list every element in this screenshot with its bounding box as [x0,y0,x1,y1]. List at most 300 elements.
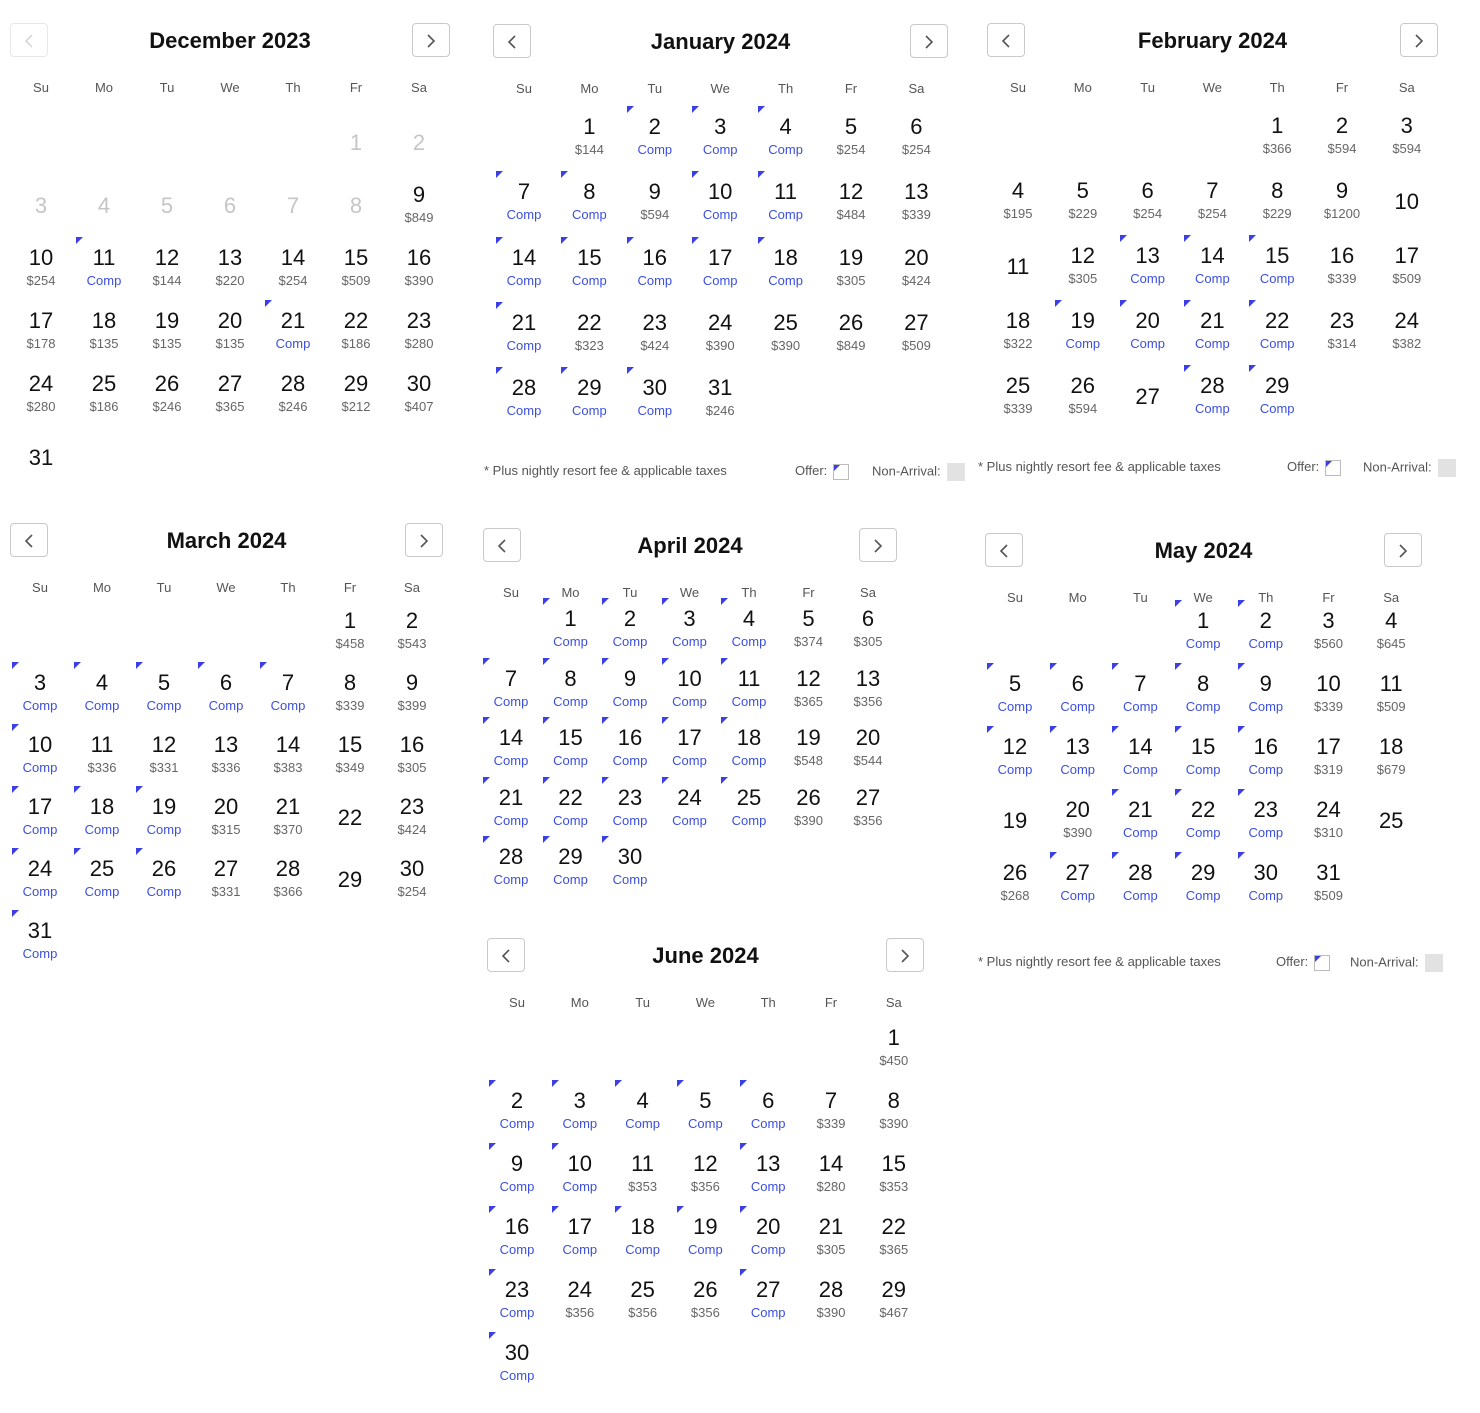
day-cell[interactable] [613,1206,673,1264]
day-cell[interactable] [196,662,256,720]
day-grid [493,24,948,516]
day-cell[interactable] [864,1143,924,1201]
day-cell[interactable] [1173,663,1233,721]
day-number: 25 [736,784,762,810]
day-number: 16 [406,245,432,270]
day-cell[interactable] [1377,170,1437,228]
day-cell[interactable] [1247,365,1307,423]
day-cell[interactable] [1173,726,1233,784]
day-cell[interactable] [320,786,380,844]
day-cell[interactable] [481,717,541,775]
offer-flag-icon [543,777,550,784]
day-price: $339 [816,1116,846,1131]
day-cell[interactable] [559,302,619,360]
day-cell[interactable] [756,237,816,295]
day-price: $322 [1003,336,1033,351]
day-cell[interactable] [1173,600,1233,658]
day-cell[interactable] [1361,726,1421,784]
day-number: 24 [1316,797,1341,822]
day-cell[interactable] [550,1143,610,1201]
day-cell[interactable] [1312,105,1372,163]
day-cell[interactable] [675,1206,735,1264]
day-cell[interactable] [1053,300,1113,358]
day-cell[interactable] [134,662,194,720]
offer-flag-icon [1249,300,1256,307]
day-number: 4 [1011,178,1025,203]
day-cell[interactable] [1048,663,1108,721]
day-cell[interactable] [801,1269,861,1327]
day-cell[interactable] [985,726,1045,784]
day-cell[interactable] [320,662,380,720]
day-cell[interactable] [11,426,71,484]
day-cell[interactable] [10,910,70,968]
day-cell[interactable] [600,777,660,835]
day-cell[interactable] [481,836,541,894]
day-cell[interactable] [200,237,260,295]
day-cell[interactable] [985,852,1045,910]
day-cell[interactable] [600,658,660,716]
day-cell[interactable] [10,662,70,720]
day-cell[interactable] [541,598,601,656]
day-price: $305 [1068,271,1098,286]
day-cell[interactable] [137,237,197,295]
comp-label: Comp [208,698,244,713]
day-cell[interactable] [600,598,660,656]
comp-label: Comp [750,1179,786,1194]
day-cell[interactable] [258,662,318,720]
day-cell[interactable] [988,365,1048,423]
day-cell[interactable] [600,717,660,775]
day-cell[interactable] [1118,365,1178,423]
day-number: 1 [343,608,357,633]
day-cell[interactable] [779,598,839,656]
month-calendar [10,523,443,990]
day-cell[interactable] [625,171,685,229]
day-cell[interactable] [134,848,194,906]
day-cell[interactable] [541,658,601,716]
day-cell[interactable] [494,367,554,425]
day-cell[interactable] [487,1269,547,1327]
day-cell[interactable] [756,171,816,229]
day-cell[interactable] [719,658,779,716]
day-number: 31 [707,375,733,401]
day-cell[interactable] [1053,365,1113,423]
weekday-label: Tu [1133,590,1148,605]
day-cell[interactable] [72,662,132,720]
day-number: 6 [219,670,233,695]
day-cell[interactable] [660,717,720,775]
day-cell[interactable] [320,600,380,658]
day-cell[interactable] [886,237,946,295]
day-cell[interactable] [1182,365,1242,423]
day-cell[interactable] [1299,600,1359,658]
day-cell[interactable] [541,717,601,775]
day-cell[interactable] [1299,726,1359,784]
day-number: 20 [217,308,243,333]
day-number: 8 [343,670,357,695]
day-number: 22 [1264,308,1290,333]
day-cell[interactable] [1053,235,1113,293]
day-cell[interactable] [1110,852,1170,910]
day-cell[interactable] [1110,726,1170,784]
day-cell[interactable] [487,1080,547,1138]
day-cell[interactable] [738,1206,798,1264]
day-cell[interactable] [1048,852,1108,910]
day-cell[interactable] [1377,105,1437,163]
day-cell[interactable] [74,363,134,421]
day-number: 16 [1253,734,1279,759]
day-cell[interactable] [200,363,260,421]
day-cell[interactable] [320,724,380,782]
day-cell[interactable] [10,786,70,844]
day-cell[interactable] [494,302,554,360]
legend-non-arrival [872,463,965,481]
day-cell[interactable] [10,848,70,906]
day-cell[interactable] [541,777,601,835]
comp-label: Comp [1259,336,1295,351]
day-cell[interactable] [864,1269,924,1327]
day-cell[interactable] [719,717,779,775]
day-number: 31 [1316,860,1341,885]
day-cell[interactable] [389,174,449,232]
comp-label: Comp [572,403,607,419]
weekday-label: Th [280,580,296,595]
day-cell[interactable] [886,106,946,164]
day-cell[interactable] [1377,235,1437,293]
day-cell[interactable] [719,598,779,656]
day-cell[interactable] [821,237,881,295]
month-title: June 2024 [652,943,759,968]
day-cell[interactable] [1247,170,1307,228]
day-cell[interactable] [1182,170,1242,228]
comp-label: Comp [1248,888,1284,903]
day-number: 19 [838,244,864,270]
day-cell[interactable] [1236,852,1296,910]
day-number: 1 [349,130,363,155]
day-cell[interactable] [196,724,256,782]
day-number: 26 [796,784,821,810]
day-cell[interactable] [389,237,449,295]
day-cell[interactable] [600,836,660,894]
day-cell[interactable] [886,171,946,229]
comp-label: Comp [1130,336,1165,351]
day-cell[interactable] [779,777,839,835]
day-number: 5 [844,114,858,139]
day-cell[interactable] [838,598,898,656]
day-cell[interactable] [487,1332,547,1390]
day-cell[interactable] [326,363,386,421]
day-cell[interactable] [1236,726,1296,784]
day-cell[interactable] [11,237,71,295]
day-number: 27 [1065,860,1090,885]
day-cell[interactable] [838,717,898,775]
day-cell[interactable] [382,786,442,844]
day-cell[interactable] [1299,789,1359,847]
day-price: $366 [1262,141,1292,156]
day-number: 11 [774,179,798,205]
day-cell[interactable] [675,1080,735,1138]
comp-label: Comp [499,1116,535,1131]
day-cell[interactable] [1312,170,1372,228]
comp-label: Comp [612,872,648,887]
day-grid [487,938,924,1413]
day-cell[interactable] [886,302,946,360]
day-cell[interactable] [1236,663,1296,721]
offer-flag-icon [552,1080,559,1087]
day-cell[interactable] [326,237,386,295]
day-cell[interactable] [11,300,71,358]
day-cell[interactable] [690,237,750,295]
day-cell[interactable] [821,171,881,229]
day-number: 21 [498,784,524,810]
offer-flag-icon [489,1080,496,1087]
comp-label: Comp [1123,888,1158,903]
weekday-label: Su [503,585,519,600]
comp-label: Comp [572,272,607,288]
day-cell[interactable] [625,237,685,295]
offer-flag-icon [489,1332,496,1339]
day-cell[interactable] [613,1143,673,1201]
day-cell[interactable] [838,777,898,835]
legend-january [484,463,962,481]
day-cell[interactable] [382,600,442,658]
comp-label: Comp [625,1242,660,1257]
day-cell[interactable] [1236,789,1296,847]
comp-label: Comp [270,698,306,713]
day-cell[interactable] [625,106,685,164]
day-number: 17 [28,308,54,333]
day-cell[interactable] [1236,600,1296,658]
day-cell[interactable] [137,300,197,358]
day-cell[interactable] [559,106,619,164]
day-cell[interactable] [660,777,720,835]
day-price: $509 [901,337,931,353]
day-number: 13 [217,245,243,270]
day-number: 29 [337,867,363,892]
day-cell[interactable] [541,836,601,894]
day-cell[interactable] [660,598,720,656]
day-cell[interactable] [134,724,194,782]
day-number: 6 [223,193,237,218]
day-cell[interactable] [487,1206,547,1264]
day-cell[interactable] [494,171,554,229]
comp-label: Comp [275,336,311,351]
offer-flag-icon [543,598,550,605]
day-cell[interactable] [1182,235,1242,293]
comp-label: Comp [731,693,767,709]
day-cell[interactable] [625,367,685,425]
comp-label: Comp [22,946,58,961]
comp-label: Comp [612,693,648,709]
day-cell[interactable] [494,237,554,295]
weekday-label: Th [760,995,776,1010]
day-cell[interactable] [801,1206,861,1264]
day-cell[interactable] [559,237,619,295]
day-cell[interactable] [550,1269,610,1327]
day-cell[interactable] [258,786,318,844]
day-cell[interactable] [738,1143,798,1201]
day-cell[interactable] [487,1143,547,1201]
day-cell[interactable] [801,1143,861,1201]
day-cell[interactable] [382,848,442,906]
day-cell[interactable] [1182,300,1242,358]
day-cell[interactable] [613,1080,673,1138]
day-cell[interactable] [1053,170,1113,228]
day-cell[interactable] [838,658,898,716]
day-cell[interactable] [1312,300,1372,358]
day-cell[interactable] [481,777,541,835]
day-cell[interactable] [690,302,750,360]
day-number: 30 [617,844,643,869]
comp-label: Comp [750,1242,786,1257]
day-cell[interactable] [134,786,194,844]
day-number: 19 [693,1214,718,1239]
day-cell[interactable] [864,1080,924,1138]
day-cell[interactable] [988,300,1048,358]
day-number: 6 [1141,178,1154,203]
day-number: 5 [699,1088,712,1113]
day-cell[interactable] [738,1269,798,1327]
day-cell[interactable] [1361,663,1421,721]
day-cell[interactable] [864,1017,924,1075]
day-cell[interactable] [690,367,750,425]
day-cell[interactable] [74,237,134,295]
day-cell[interactable] [200,300,260,358]
day-cell[interactable] [263,363,323,421]
day-number: 17 [1394,243,1420,268]
day-cell[interactable] [1312,235,1372,293]
day-cell[interactable] [821,302,881,360]
month-title: December 2023 [149,28,311,53]
day-cell[interactable] [675,1269,735,1327]
day-cell[interactable] [196,786,256,844]
day-cell[interactable] [1048,789,1108,847]
day-cell[interactable] [988,170,1048,228]
day-cell[interactable] [738,1080,798,1138]
day-cell[interactable] [1110,663,1170,721]
day-cell[interactable] [550,1206,610,1264]
day-number: 11 [1006,254,1030,279]
day-cell[interactable] [1361,600,1421,658]
day-cell[interactable] [801,1080,861,1138]
day-cell[interactable] [756,106,816,164]
comp-label: Comp [1195,336,1230,351]
day-number: 18 [91,308,117,333]
day-cell[interactable] [1110,789,1170,847]
comp-label: Comp [1185,699,1221,714]
day-cell[interactable] [1247,105,1307,163]
weekday-label: Th [1269,80,1285,95]
weekday-label: Fr [343,580,357,595]
day-grid [10,523,443,990]
day-cell[interactable] [1118,235,1178,293]
day-cell[interactable] [1299,852,1359,910]
day-cell[interactable] [559,171,619,229]
day-cell[interactable] [1377,300,1437,358]
day-cell[interactable] [779,717,839,775]
offer-flag-icon [692,171,699,178]
offer-swatch-icon [1325,460,1341,476]
day-cell[interactable] [690,106,750,164]
day-cell[interactable] [320,848,380,906]
day-cell[interactable] [1361,789,1421,847]
day-cell[interactable] [985,789,1045,847]
day-price: $356 [565,1305,595,1320]
day-cell[interactable] [1173,852,1233,910]
day-number: 12 [151,732,177,757]
day-cell[interactable] [72,848,132,906]
day-cell[interactable] [1173,789,1233,847]
day-number: 10 [27,732,53,757]
day-cell[interactable] [1118,170,1178,228]
comp-label: Comp [562,1116,598,1131]
day-cell[interactable] [481,658,541,716]
day-cell[interactable] [10,724,70,782]
offer-flag-icon [677,1080,684,1087]
day-cell[interactable] [690,171,750,229]
day-cell[interactable] [756,302,816,360]
day-cell[interactable] [985,663,1045,721]
day-number: 24 [1394,308,1420,333]
day-cell[interactable] [389,300,449,358]
day-cell[interactable] [1247,235,1307,293]
day-cell[interactable] [559,367,619,425]
day-cell[interactable] [550,1080,610,1138]
weekday-label: Th [1258,590,1274,605]
day-number: 9 [510,1151,524,1176]
day-cell[interactable] [719,777,779,835]
day-cell[interactable] [988,235,1048,293]
day-number: 30 [642,375,668,401]
comp-label: Comp [562,1179,598,1194]
day-cell[interactable] [72,786,132,844]
day-cell[interactable] [1299,663,1359,721]
day-cell[interactable] [263,237,323,295]
day-cell[interactable] [625,302,685,360]
day-cell[interactable] [137,363,197,421]
day-cell[interactable] [382,724,442,782]
weekday-label: Fr [844,81,858,96]
day-cell[interactable] [660,658,720,716]
day-cell[interactable] [72,724,132,782]
day-cell[interactable] [779,658,839,716]
day-price: $229 [1262,206,1292,221]
day-cell[interactable] [11,363,71,421]
offer-flag-icon [662,598,669,605]
offer-flag-icon [740,1143,747,1150]
day-cell[interactable] [74,300,134,358]
day-cell[interactable] [1048,726,1108,784]
day-cell[interactable] [263,300,323,358]
comp-label: Comp [702,207,738,223]
day-cell[interactable] [258,724,318,782]
day-cell[interactable] [258,848,318,906]
day-cell[interactable] [326,300,386,358]
day-cell[interactable] [389,363,449,421]
offer-flag-icon [552,1206,559,1213]
comp-label: Comp [1065,336,1101,351]
offer-flag-icon [602,836,609,843]
day-cell[interactable] [196,848,256,906]
day-cell[interactable] [1118,300,1178,358]
day-cell[interactable] [613,1269,673,1327]
day-cell[interactable] [821,106,881,164]
day-cell[interactable] [382,662,442,720]
day-cell[interactable] [675,1143,735,1201]
day-cell[interactable] [1247,300,1307,358]
offer-flag-icon [662,658,669,665]
day-cell[interactable] [864,1206,924,1264]
